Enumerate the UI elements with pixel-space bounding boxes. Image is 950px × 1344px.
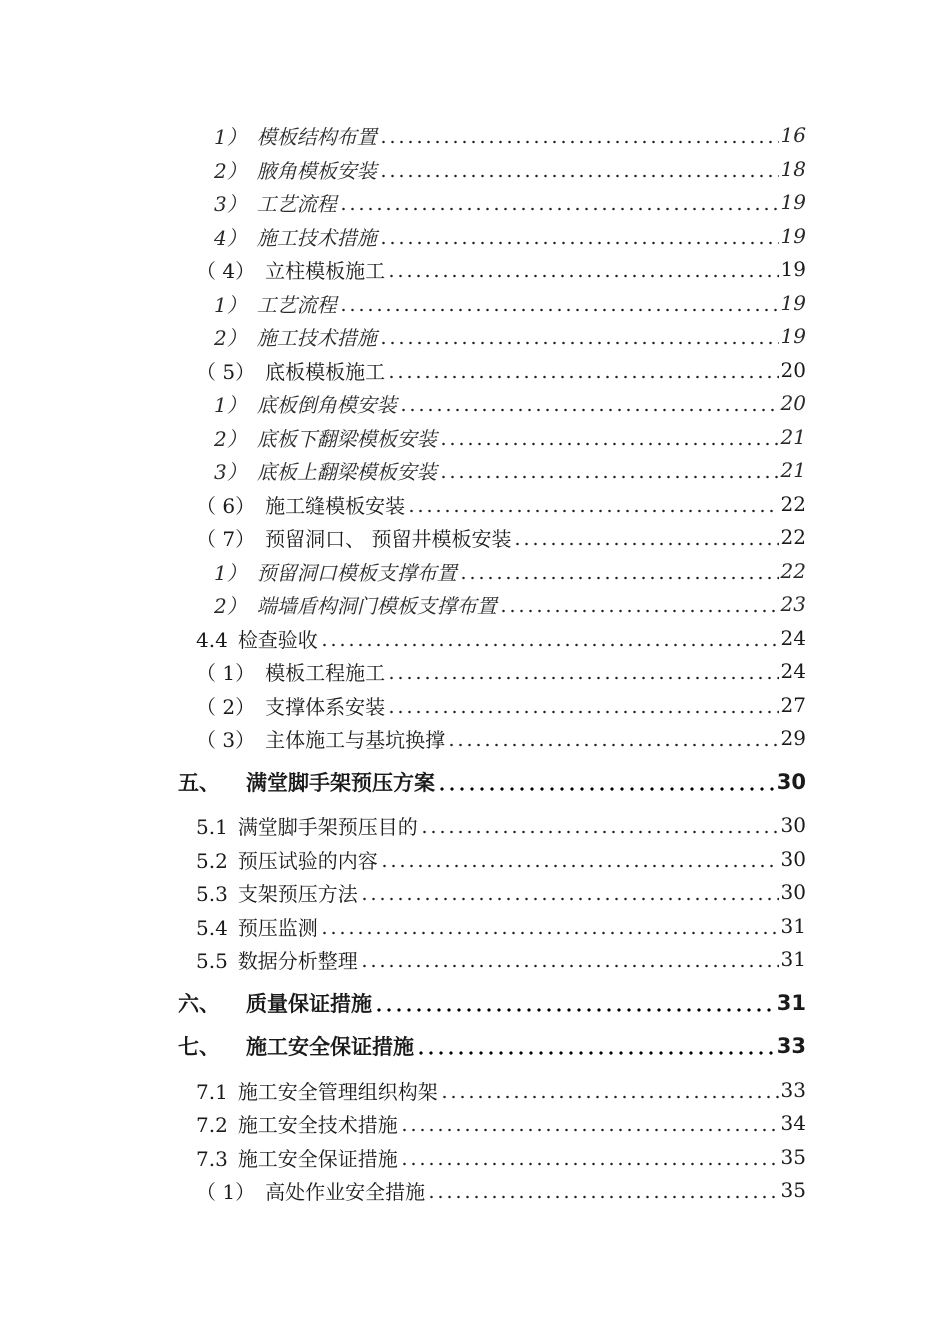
toc-entry-page-number: 22	[780, 559, 806, 583]
toc-entry-number: （ 4）	[196, 258, 256, 283]
toc-entry-number: 7.2	[196, 1112, 228, 1137]
toc-entry-number: 5.2	[196, 848, 228, 873]
dot-leader	[339, 293, 779, 313]
toc-entry-title: 工艺流程	[256, 292, 337, 317]
toc-entry-label	[214, 590, 497, 619]
toc-entry-page-number: 35	[780, 1145, 806, 1169]
dot-leader	[447, 728, 778, 748]
toc-entry[interactable]	[196, 1173, 806, 1207]
toc-entry[interactable]	[178, 765, 806, 799]
toc-entry-number: 3）	[214, 191, 247, 216]
dot-leader	[379, 226, 779, 246]
toc-entry-number: 5.1	[196, 814, 228, 839]
dot-leader	[339, 192, 779, 212]
toc-entry-number: 3）	[214, 459, 247, 484]
toc-entry-page-number: 31	[780, 914, 806, 938]
toc-entry[interactable]	[214, 453, 806, 487]
toc-entry-label	[196, 1143, 398, 1172]
toc-entry-page-number: 24	[780, 626, 806, 650]
dot-leader	[379, 326, 779, 346]
toc-entry[interactable]	[196, 842, 806, 876]
toc-entry-number: 七、	[178, 1035, 220, 1059]
toc-entry-number: 4.4	[196, 627, 228, 652]
toc-entry-page-number: 22	[780, 525, 806, 549]
toc-entry[interactable]	[214, 152, 806, 186]
toc-entry[interactable]	[196, 1106, 806, 1140]
toc-entry-number: 2）	[214, 325, 247, 350]
toc-entry-number: 五、	[178, 771, 220, 795]
toc-entry-number: 1）	[214, 392, 247, 417]
toc-entry-number: 7.3	[196, 1146, 228, 1171]
toc-entry[interactable]	[196, 621, 806, 655]
toc-entry-label	[214, 188, 337, 217]
toc-entry-page-number: 35	[780, 1178, 806, 1202]
toc-entry[interactable]	[196, 721, 806, 755]
dot-leader	[400, 1113, 779, 1133]
toc-entry-title: 施工缝模板安装	[265, 493, 406, 518]
toc-entry-page-number: 19	[780, 257, 806, 281]
toc-entry-label	[196, 657, 385, 686]
toc-entry[interactable]	[196, 1140, 806, 1174]
toc-entry[interactable]	[178, 1029, 806, 1063]
toc-entry-number: （ 5）	[196, 359, 256, 384]
toc-entry-number: 7.1	[196, 1079, 228, 1104]
toc-entry[interactable]	[214, 185, 806, 219]
dot-leader	[459, 561, 779, 581]
toc-entry[interactable]	[214, 420, 806, 454]
toc-entry-title: 模板结构布置	[256, 124, 377, 149]
toc-entry-label	[214, 121, 377, 150]
toc-entry-label	[178, 1031, 414, 1061]
toc-entry-page-number: 33	[776, 1034, 806, 1058]
toc-entry-title: 预压监测	[237, 915, 318, 940]
toc-entry[interactable]	[196, 688, 806, 722]
dot-leader	[440, 1080, 779, 1100]
toc-entry-page-number: 21	[780, 425, 806, 449]
dot-leader	[416, 1036, 775, 1056]
toc-entry-label	[196, 878, 358, 907]
toc-entry-label	[214, 423, 437, 452]
toc-entry-number: 六、	[178, 992, 220, 1016]
toc-entry[interactable]	[196, 252, 806, 286]
dot-leader	[360, 949, 779, 969]
toc-entry[interactable]	[196, 808, 806, 842]
toc-entry-number: 5.5	[196, 948, 228, 973]
toc-entry-number: 2）	[214, 593, 247, 618]
toc-entry[interactable]	[214, 286, 806, 320]
dot-leader	[387, 259, 778, 279]
dot-leader	[387, 695, 778, 715]
toc-entry-page-number: 19	[780, 324, 806, 348]
toc-entry-page-number: 16	[780, 123, 806, 147]
toc-entry-title: 预留洞口模板支撑布置	[256, 560, 457, 585]
toc-entry-page-number: 21	[780, 458, 806, 482]
toc-entry-page-number: 30	[780, 813, 806, 837]
toc-entry-page-number: 31	[776, 991, 806, 1015]
toc-entry-number: （ 7）	[196, 526, 256, 551]
toc-entry[interactable]	[196, 487, 806, 521]
toc-entry[interactable]	[214, 319, 806, 353]
toc-entry-label	[196, 845, 378, 874]
dot-leader	[320, 628, 779, 648]
toc-entry-title: 质量保证措施	[246, 992, 372, 1016]
toc-entry-title: 施工安全保证措施	[237, 1146, 398, 1171]
dot-leader	[513, 527, 778, 547]
toc-entry-title: 数据分析整理	[237, 948, 358, 973]
toc-entry-label	[196, 912, 318, 941]
toc-entry[interactable]	[196, 1073, 806, 1107]
toc-entry-label	[214, 222, 377, 251]
toc-entry-page-number: 27	[780, 693, 806, 717]
toc-entry-page-number: 31	[780, 947, 806, 971]
dot-leader	[439, 427, 779, 447]
toc-entry-title: 施工技术措施	[256, 325, 377, 350]
toc-entry[interactable]	[214, 386, 806, 420]
toc-entry-title: 施工安全管理组织构架	[237, 1079, 438, 1104]
toc-entry[interactable]	[196, 909, 806, 943]
toc-entry[interactable]	[214, 554, 806, 588]
toc-entry-number: 1）	[214, 560, 247, 585]
toc-entry-title: 预留洞口、 预留井模板安装	[265, 526, 512, 551]
toc-entry-page-number: 30	[776, 770, 806, 794]
toc-entry-number: 2）	[214, 426, 247, 451]
toc-entry-label	[214, 289, 337, 318]
toc-entry-number: 1）	[214, 124, 247, 149]
dot-leader	[407, 494, 778, 514]
toc-entry-number: （ 2）	[196, 694, 256, 719]
toc-entry-title: 工艺流程	[256, 191, 337, 216]
toc-entry-title: 主体施工与基坑换撑	[265, 727, 446, 752]
toc-entry-title: 底板上翻梁模板安装	[256, 459, 437, 484]
toc-entry[interactable]	[214, 219, 806, 253]
toc-entry-label	[196, 945, 358, 974]
toc-entry-label	[214, 456, 437, 485]
toc-entry-title: 施工安全技术措施	[237, 1112, 398, 1137]
toc-entry-title: 检查验收	[237, 627, 318, 652]
toc-entry[interactable]	[196, 654, 806, 688]
dot-leader	[374, 993, 775, 1013]
toc-entry-title: 预压试验的内容	[237, 848, 378, 873]
toc-entry-number: 4）	[214, 225, 247, 250]
dot-leader	[427, 1180, 778, 1200]
toc-entry-label	[196, 356, 385, 385]
toc-entry-number: （ 1）	[196, 1179, 256, 1204]
toc-entry-title: 底板下翻梁模板安装	[256, 426, 437, 451]
toc-entry-page-number: 34	[780, 1111, 806, 1135]
toc-entry-title: 底板倒角模安装	[256, 392, 397, 417]
toc-entry-title: 高处作业安全措施	[265, 1179, 426, 1204]
toc-entry-label	[196, 624, 318, 653]
toc-entry-page-number: 30	[780, 847, 806, 871]
toc-entry-number: 5.4	[196, 915, 228, 940]
dot-leader	[379, 125, 779, 145]
toc-entry-number: 2）	[214, 158, 247, 183]
toc-entry-label	[214, 557, 457, 586]
dot-leader	[499, 594, 779, 614]
toc-entry-label	[214, 155, 377, 184]
dot-leader	[439, 460, 779, 480]
toc-entry-title: 满堂脚手架预压目的	[237, 814, 418, 839]
toc-entry-title: 支架预压方法	[237, 881, 358, 906]
dot-leader	[380, 849, 779, 869]
toc-entry-label	[196, 691, 385, 720]
toc-entry-title: 端墙盾构洞门模板支撑布置	[256, 593, 497, 618]
dot-leader	[379, 159, 779, 179]
toc-entry-label	[196, 490, 405, 519]
toc-entry-label	[214, 389, 397, 418]
toc-entry-title: 底板模板施工	[265, 359, 386, 384]
toc-entry-label	[196, 724, 445, 753]
toc-entry[interactable]	[214, 587, 806, 621]
toc-entry-page-number: 30	[780, 880, 806, 904]
dot-leader	[400, 1147, 779, 1167]
toc-entry-label	[196, 1176, 425, 1205]
toc-entry-page-number: 22	[780, 492, 806, 516]
toc-entry-label	[178, 767, 435, 797]
toc-entry-label	[196, 1109, 398, 1138]
dot-leader	[387, 360, 778, 380]
toc-entry-number: 5.3	[196, 881, 228, 906]
toc-entry-number: （ 1）	[196, 660, 256, 685]
toc-entry-page-number: 19	[780, 291, 806, 315]
toc-entry-page-number: 29	[780, 726, 806, 750]
toc-entry-page-number: 19	[780, 224, 806, 248]
dot-leader	[437, 772, 775, 792]
toc-entry-label	[196, 255, 385, 284]
toc-entry-number: 1）	[214, 292, 247, 317]
toc-entry[interactable]	[196, 520, 806, 554]
toc-entry[interactable]	[214, 118, 806, 152]
toc-entry-title: 模板工程施工	[265, 660, 386, 685]
toc-entry-page-number: 24	[780, 659, 806, 683]
toc-entry-title: 支撑体系安装	[265, 694, 386, 719]
toc-entry-title: 施工技术措施	[256, 225, 377, 250]
toc-entry[interactable]	[196, 875, 806, 909]
toc-entry-page-number: 23	[780, 592, 806, 616]
toc-entry-title: 满堂脚手架预压方案	[246, 771, 435, 795]
toc-entry-label	[196, 811, 418, 840]
toc-entry[interactable]	[178, 986, 806, 1020]
dot-leader	[399, 393, 779, 413]
toc-entry-page-number: 19	[780, 190, 806, 214]
dot-leader	[360, 882, 779, 902]
toc-entry-number: （ 6）	[196, 493, 256, 518]
dot-leader	[420, 815, 779, 835]
toc-entry-label	[196, 523, 511, 552]
toc-entry-label	[178, 988, 372, 1018]
toc-entry-label	[214, 322, 377, 351]
toc-entry-label	[196, 1076, 438, 1105]
toc-entry-title: 施工安全保证措施	[246, 1035, 414, 1059]
toc-entry[interactable]	[196, 942, 806, 976]
toc-entry-page-number: 20	[780, 391, 806, 415]
toc-entry-page-number: 33	[780, 1078, 806, 1102]
dot-leader	[320, 916, 779, 936]
toc-entry-title: 立柱模板施工	[265, 258, 386, 283]
toc-entry-page-number: 20	[780, 358, 806, 382]
toc-entry[interactable]	[196, 353, 806, 387]
toc-entry-title: 腋角模板安装	[256, 158, 377, 183]
toc-entry-number: （ 3）	[196, 727, 256, 752]
dot-leader	[387, 661, 778, 681]
toc-entry-page-number: 18	[780, 157, 806, 181]
